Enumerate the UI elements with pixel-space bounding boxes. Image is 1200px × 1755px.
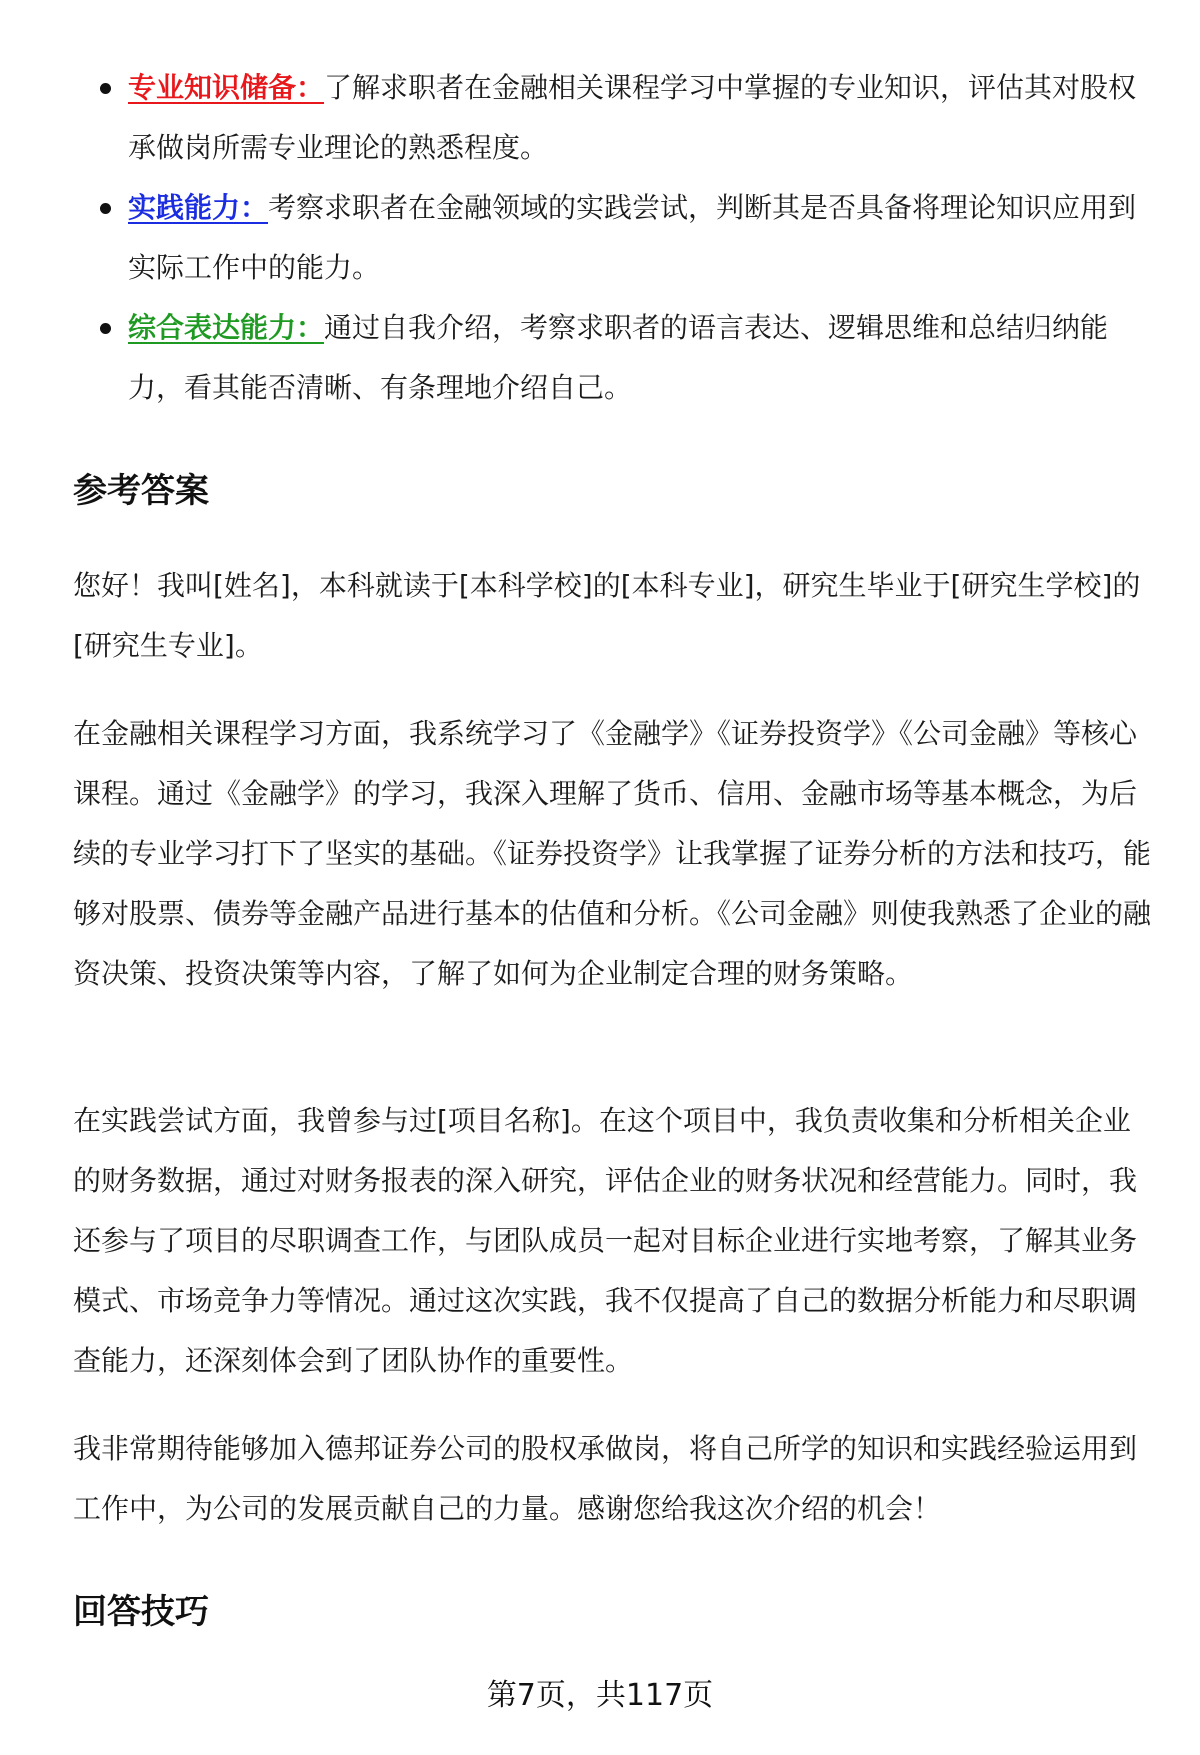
bullet-term: 实践能力： bbox=[128, 191, 269, 224]
answer-paragraph: 您好！我叫[姓名]，本科就读于[本科学校]的[本科专业]，研究生毕业于[研究生学校]的[研究生专业]。 bbox=[73, 569, 1141, 662]
list-item bbox=[70, 58, 1150, 178]
bullet-term: 综合表达能力： bbox=[128, 311, 325, 344]
answer-paragraph: 在金融相关课程学习方面，我系统学习了《金融学》《证券投资学》《公司金融》等核心课程。通过《金融学》的学习，我深入理解了货币、信用、金融市场等基本概念，为后续的专业学习打下了坚实的基础。《证券投资学》让我掌握了证券分析的方法和技巧，能够对股票、债券等金融产品进行基本的估值和分析。《公司金融》则使我熟悉了企业的融资决策、投资决策等内容，了解了如何为企业制定合理的财务策略。 bbox=[73, 717, 1152, 990]
section-heading-tips: 回答技巧 bbox=[73, 1592, 209, 1632]
bullet-text: 了解求职者在金融相关课程学习中掌握的专业知识，评估其对股权承做岗所需专业理论的熟悉程度。 bbox=[128, 71, 1137, 164]
answer-paragraph: 在实践尝试方面，我曾参与过[项目名称]。在这个项目中，我负责收集和分析相关企业的财务数据，通过对财务报表的深入研究，评估企业的财务状况和经营能力。同时，我还参与了项目的尽职调查工作，与团队成员一起对目标企业进行实地考察，了解其业务模式、市场竞争力等情况。通过这次实践，我不仅提高了自己的数据分析能力和尽职调查能力，还深刻体会到了团队协作的重要性。 bbox=[73, 1104, 1138, 1377]
section-heading-answer: 参考答案 bbox=[73, 471, 209, 511]
list-item bbox=[70, 178, 1150, 298]
evaluation-points-list bbox=[70, 58, 1150, 418]
bullet-dot-icon bbox=[100, 203, 111, 214]
list-item bbox=[70, 298, 1150, 418]
bullet-dot-icon bbox=[100, 83, 111, 94]
bullet-dot-icon bbox=[100, 323, 111, 334]
bullet-text: 考察求职者在金融领域的实践尝试，判断其是否具备将理论知识应用到实际工作中的能力。 bbox=[128, 191, 1137, 284]
answer-paragraph: 我非常期待能够加入德邦证券公司的股权承做岗，将自己所学的知识和实践经验运用到工作中，为公司的发展贡献自己的力量。感谢您给我这次介绍的机会！ bbox=[73, 1432, 1138, 1525]
page-number: 第7页，共117页 bbox=[486, 1678, 714, 1713]
bullet-term: 专业知识储备： bbox=[128, 71, 325, 104]
bullet-text: 通过自我介绍，考察求职者的语言表达、逻辑思维和总结归纳能力，看其能否清晰、有条理地介绍自己。 bbox=[128, 311, 1109, 404]
